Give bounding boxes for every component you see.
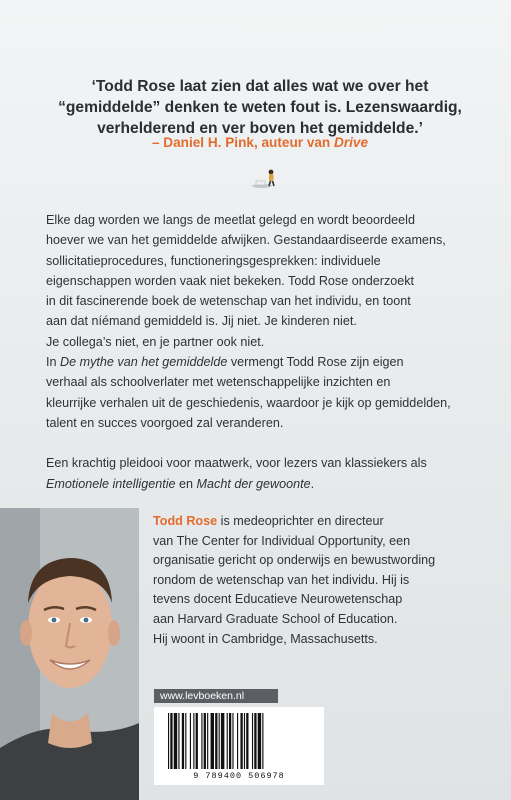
blurb-line: eigenschappen worden vaak niet bekeken. Todd Rose onderzoekt bbox=[46, 273, 415, 288]
blurb-line: sollicitatieprocedures, functioneringsgesprekken: individuele bbox=[46, 253, 381, 268]
barcode-bar bbox=[174, 713, 177, 769]
barcode-bar bbox=[221, 713, 224, 769]
quote-line: verhelderend en ver boven het gemiddelde.’ bbox=[97, 120, 423, 137]
blurb-line: kleurrijke verhalen uit de geschiedenis, waardoor je kijk op gemiddelden, bbox=[46, 395, 451, 410]
bio-line: tevens docent Educatieve Neurowetenschap bbox=[153, 592, 403, 607]
barcode-bar bbox=[252, 713, 253, 769]
barcode-bar bbox=[193, 713, 194, 769]
barcode-bar bbox=[232, 713, 233, 769]
barcode-bar bbox=[227, 713, 228, 769]
barcode-bar bbox=[185, 713, 186, 769]
barcode-bars bbox=[166, 713, 312, 771]
author-bio bbox=[153, 512, 483, 649]
barcode-bar bbox=[190, 713, 191, 769]
attribution-author: – Daniel H. Pink, auteur van bbox=[151, 135, 335, 150]
barcode-bar bbox=[170, 713, 172, 769]
blurb-line: hoever we van het gemiddelde afwijken. Gestandaardiseerde examens, bbox=[46, 233, 446, 248]
attribution-work: Drive bbox=[334, 135, 369, 150]
barcode-bar bbox=[201, 713, 202, 769]
barcode-bar bbox=[246, 713, 248, 769]
isbn-number: 9 789400 506978 bbox=[193, 771, 285, 781]
barcode-bar bbox=[215, 713, 217, 769]
publisher-website: www.levboeken.nl bbox=[154, 689, 278, 703]
barcode-bar bbox=[258, 713, 261, 769]
endorsement-quote bbox=[40, 76, 480, 139]
walking-figure-illustration bbox=[250, 167, 280, 189]
blurb-line: in dit fascinerende boek de wetenschap van het individu, en toont bbox=[46, 294, 411, 309]
blurb-line: verhaal als schoolverlater met wetenschappelijke inzichten en bbox=[46, 375, 391, 390]
bio-line: aan Harvard Graduate School of Education. bbox=[153, 611, 398, 626]
quote-line: ‘Todd Rose laat zien dat alles wat we over het bbox=[91, 78, 429, 95]
barcode-bar bbox=[211, 713, 214, 769]
barcode-bar bbox=[196, 713, 198, 769]
bio-line bbox=[153, 512, 483, 532]
bio-line: van The Center for Individual Opportunity, een bbox=[153, 533, 411, 548]
barcode-bar bbox=[204, 713, 206, 769]
barcode-bar bbox=[262, 713, 263, 769]
related-title: Emotionele intelligentie bbox=[46, 476, 176, 491]
bio-line: Hij woont in Cambridge, Massachusetts. bbox=[153, 631, 378, 646]
related-title: Macht der gewoonte bbox=[196, 476, 311, 491]
author-photo bbox=[0, 508, 139, 800]
barcode-bar bbox=[207, 713, 208, 769]
paragraph-gap bbox=[46, 433, 476, 453]
bio-line: rondom de wetenschap van het individu. Hij is bbox=[153, 572, 410, 587]
bio-text: is medeoprichter en directeur bbox=[217, 514, 384, 528]
barcode-bar bbox=[168, 713, 169, 769]
barcode-bar bbox=[229, 713, 231, 769]
barcode-bar bbox=[244, 713, 245, 769]
bio-line: organisatie gericht op onderwijs en bewustwording bbox=[153, 553, 436, 568]
author-name: Todd Rose bbox=[153, 514, 218, 528]
blurb-text: . bbox=[310, 476, 315, 491]
barcode bbox=[154, 707, 324, 785]
blurb-line: aan dat níémand gemiddeld is. Jij niet. Je kinderen niet. bbox=[46, 314, 357, 329]
barcode-bar bbox=[182, 713, 184, 769]
barcode-bar bbox=[240, 713, 242, 769]
blurb-line: Elke dag worden we langs de meetlat gelegd en wordt beoordeeld bbox=[46, 213, 415, 227]
blurb-line bbox=[46, 352, 476, 372]
barcode-bar bbox=[178, 713, 179, 769]
blurb-line: Een krachtig pleidooi voor maatwerk, voor lezers van klassiekers als bbox=[46, 456, 427, 471]
barcode-bar bbox=[219, 713, 220, 769]
blurb-text: en bbox=[175, 476, 197, 491]
blurb-line: talent en succes voorgoed zal veranderen. bbox=[46, 415, 284, 430]
barcode-bar bbox=[254, 713, 256, 769]
book-title: De mythe van het gemiddelde bbox=[60, 355, 228, 370]
blurb-text: In bbox=[46, 355, 61, 370]
blurb-line: Je collega’s niet, en je partner ook niet. bbox=[46, 334, 265, 349]
blurb-line bbox=[46, 474, 476, 494]
author-portrait-illustration bbox=[0, 508, 139, 800]
blurb-text: vermengt Todd Rose zijn eigen bbox=[227, 355, 404, 370]
quote-line: “gemiddelde” denken te weten fout is. Lezenswaardig, bbox=[58, 99, 462, 116]
blurb bbox=[46, 210, 476, 494]
barcode-bar bbox=[237, 713, 238, 769]
quote-attribution bbox=[40, 135, 480, 150]
